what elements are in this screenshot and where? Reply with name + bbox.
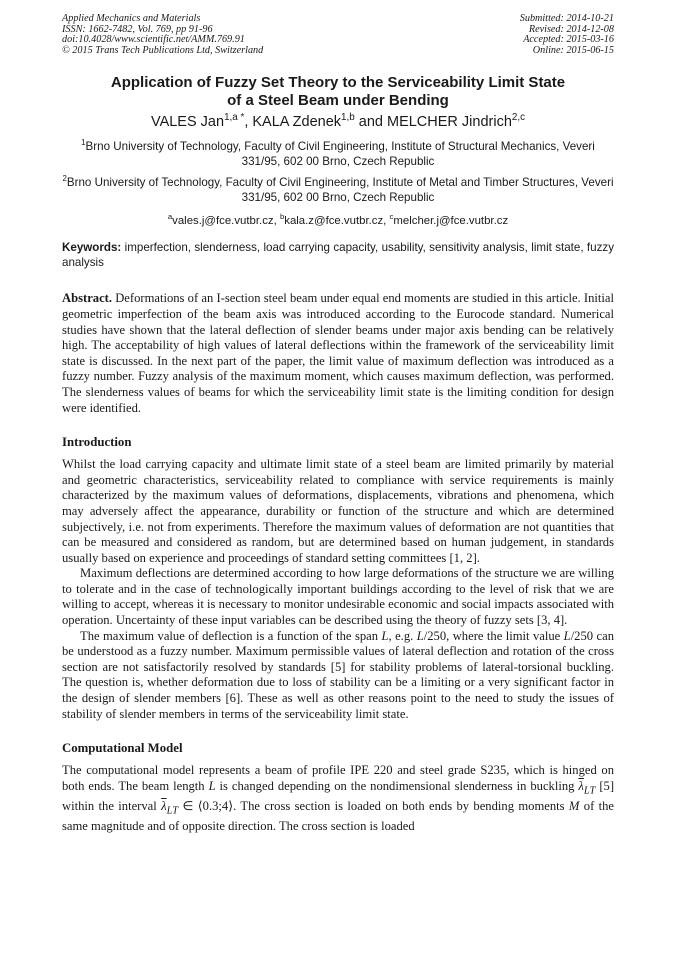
p3-text-4: /250 can be understood as a fuzzy number. Maximum permissible values of lateral deflection and rotation of the cross section are not satisfactorily resolved by standards [5] for stability problems of lateral-torsional buckling. The question is, whether deformation due to loss of stability can be a limiting or a very significant factor in the design of slender members [6]. These as well as other reasons point to the need to study the issues of stability of slender members in terms of the serviceability limit state. [62, 628, 614, 721]
abstract-text: Deformations of an I-section steel beam under equal end moments are studied in this article. Initial geometric imperfection of the beam axis was introduced according to the Eurocode standard. Numerical studies have shown that the lateral deflection of slender beams under major axis bending can be relatively high. The acceptability of high values of lateral deflections within the framework of the serviceability limit state is discussed. In the next part of the paper, the limit value of maximum deflection was introduced as a fuzzy number. Fuzzy analysis of the maximum moment, which causes maximum deflection, was performed. The slenderness values of beams for which the serviceability limit state is the limiting condition for design were identified. [62, 291, 614, 415]
author-2-sup: 1,b [341, 112, 355, 124]
online-date: Online: 2015-06-15 [532, 44, 614, 56]
model-paragraph-1 [62, 763, 614, 834]
model-text-2: is changed depending on the nondimensional slenderness in buckling [215, 778, 579, 793]
email-b: kala.z@fce.vutbr.cz, [284, 215, 390, 228]
author-1-sup: 1,a * [224, 112, 245, 124]
intro-paragraph-3 [62, 629, 614, 723]
email-a-sup: a [167, 212, 173, 222]
author-2: , KALA Zdenek [244, 114, 342, 131]
doi: doi:10.4028/www.scientific.net/AMM.769.91 [62, 34, 245, 46]
model-text-1: The computational model represents a beam of profile IPE 220 and steel grade S235, which is hinged on both ends. The beam length [62, 763, 614, 793]
model-symbol-L: L [208, 778, 216, 793]
p3-symbol-L-3: L [563, 628, 571, 643]
lambda-symbol: $\overline{\lambda}$ [578, 778, 584, 793]
abstract-label: Abstract. [62, 291, 113, 306]
section-heading-computational-model: Computational Model [62, 741, 183, 756]
section-heading-introduction: Introduction [62, 435, 132, 450]
computational-model-section [62, 763, 614, 834]
slenderness-interval: ∈ ⟨0.3;4⟩ [178, 798, 234, 813]
title-line-2: of a Steel Beam under Bending [227, 92, 449, 110]
paper-page [62, 14, 614, 835]
affiliation-2 [62, 176, 614, 205]
copyright: © 2015 Trans Tech Publications Ltd, Switzerland [62, 44, 264, 56]
introduction-section [62, 457, 614, 722]
model-text-5: of the same magnitude and of opposite direction. The cross section is loaded [62, 798, 615, 834]
p3-symbol-L: L [381, 628, 389, 643]
author-1: VALES Jan [150, 114, 225, 131]
p3-text-1: The maximum value of deflection is a function of the span [80, 628, 382, 643]
journal-name: Applied Mechanics and Materials [62, 13, 201, 24]
submitted-date: Submitted: 2014-10-21 [519, 13, 614, 24]
author-3-sup: 2,c [511, 112, 526, 124]
aff2-sup: 2 [62, 174, 67, 184]
email-c-sup: c [389, 212, 394, 222]
aff2-text: Brno University of Technology, Faculty of Civil Engineering, Institute of Metal and Timber Structures, Veveri 331/95, 602 00 Brno, Czech Republic [66, 176, 614, 204]
email-list [62, 212, 614, 228]
journal-header [62, 14, 614, 56]
header-right [520, 14, 614, 56]
revised-date: Revised: 2014-12-08 [528, 23, 614, 35]
email-c: melcher.j@fce.vutbr.cz [393, 215, 509, 228]
affiliation-1 [62, 140, 614, 169]
model-text-3: [5] within the interval [62, 778, 615, 813]
lambda-subscript: LT [583, 785, 596, 797]
email-a: vales.j@fce.vutbr.cz, [172, 215, 280, 228]
title-line-1: Application of Fuzzy Set Theory to the Serviceability Limit State [110, 74, 566, 92]
keywords-text: imperfection, slenderness, load carrying capacity, usability, sensitivity analysis, limit state, fuzzy analysis [62, 241, 614, 269]
keywords [62, 241, 614, 270]
model-text-4: . The cross section is loaded on both ends by bending moments [233, 798, 569, 813]
aff1-text: Brno University of Technology, Faculty of Civil Engineering, Institute of Structural Mechanics, Veveri 331/95, 602 00 Brno, Czech Republic [85, 140, 595, 168]
email-b-sup: b [279, 212, 285, 222]
p3-text-2: , e.g. [388, 628, 417, 643]
header-left [62, 14, 263, 56]
lambda-symbol-2: $\overline{\lambda}$ [161, 798, 167, 813]
p3-text-3: /250, where the limit value [423, 628, 564, 643]
abstract [62, 291, 614, 416]
intro-paragraph-1: Whilst the load carrying capacity and ultimate limit state of a steel beam are limited primarily by material and geometric characteristics, serviceability related to compliance with service requirements is mainly characterized by the maximum values of deformations, displacements, vibrations and phenomena, which may adversely affect the appearance, durability or function of the structure and which are determined subjectively, i.e. not from experiments. Therefore the maximum values of deformation are not quantities that can be measured and considered as random, but are determined based on human judgement, in standards usually based on experience and proceedings of standard setting committees [1, 2]. [62, 457, 614, 565]
intro-paragraph-2: Maximum deflections are determined according to how large deformations of the structure we are willing to tolerate and in the case of technologically important buildings according to the level of risk that we are willing to accept, whereas it is necessary to monitor undesirable economic and social impacts associated with operation. Uncertainty of these input variables can be described using the theory of fuzzy sets [3, 4]. [62, 566, 614, 628]
p3-symbol-L-2: L [416, 628, 424, 643]
aff1-sup: 1 [81, 138, 86, 148]
author-3: and MELCHER Jindrich [354, 114, 512, 131]
author-list [62, 113, 614, 131]
keywords-label: Keywords: [62, 241, 122, 255]
lambda-subscript-2: LT [166, 805, 179, 817]
paper-title [62, 74, 614, 110]
model-symbol-M: M [568, 798, 580, 813]
accepted-date: Accepted: 2015-03-16 [523, 34, 614, 46]
issn: ISSN: 1662-7482, Vol. 769, pp 91-96 [62, 23, 213, 35]
